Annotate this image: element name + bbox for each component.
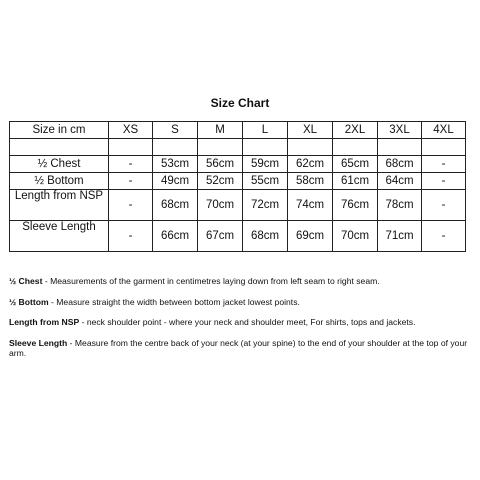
- table-cell: 49cm: [153, 173, 198, 190]
- table-blank-row: [10, 139, 466, 156]
- table-cell: 56cm: [198, 156, 243, 173]
- note-text: - Measurements of the garment in centimetres laying down from left seam to right seam.: [42, 276, 380, 286]
- table-row: [10, 156, 466, 173]
- note-chest: [9, 276, 471, 287]
- header-cell: 3XL: [378, 122, 422, 139]
- note-text: - Measure from the centre back of your neck (at your spine) to the end of your shoulder at the top of your arm.: [9, 337, 468, 358]
- table-cell: 62cm: [288, 156, 333, 173]
- table-cell: 68cm: [153, 190, 198, 221]
- table-cell: 65cm: [333, 156, 378, 173]
- table-header-row: [10, 122, 466, 139]
- table-cell: 74cm: [288, 190, 333, 221]
- header-cell: S: [153, 122, 198, 139]
- blank-cell: [109, 139, 153, 156]
- note-term: ½ Bottom: [9, 296, 49, 307]
- table-cell: 71cm: [378, 221, 422, 252]
- blank-cell: [10, 139, 109, 156]
- row-label: Sleeve Length: [10, 221, 109, 252]
- table-cell: -: [109, 156, 153, 173]
- note-length: [9, 317, 471, 328]
- header-cell: L: [243, 122, 288, 139]
- note-sleeve: [9, 338, 471, 359]
- table-row: [10, 173, 466, 190]
- table-cell: -: [422, 173, 466, 190]
- table-cell: 66cm: [153, 221, 198, 252]
- table-cell: 53cm: [153, 156, 198, 173]
- header-cell: XL: [288, 122, 333, 139]
- row-label: Length from NSP: [10, 190, 109, 221]
- row-label: ½ Bottom: [10, 173, 109, 190]
- note-term: Length from NSP: [9, 317, 80, 327]
- table-cell: 70cm: [198, 190, 243, 221]
- table-row: [10, 190, 466, 221]
- table-cell: 59cm: [243, 156, 288, 173]
- blank-cell: [243, 139, 288, 156]
- table-cell: 67cm: [198, 221, 243, 252]
- page-title: Size Chart: [210, 96, 270, 110]
- measurement-notes: [9, 276, 471, 369]
- table-row: [10, 221, 466, 252]
- table-cell: 72cm: [243, 190, 288, 221]
- blank-cell: [288, 139, 333, 156]
- row-label: ½ Chest: [10, 156, 109, 173]
- table-cell: 70cm: [333, 221, 378, 252]
- blank-cell: [153, 139, 198, 156]
- table-cell: 55cm: [243, 173, 288, 190]
- note-text: - Measure straight the width between bottom jacket lowest points.: [48, 296, 300, 307]
- blank-cell: [378, 139, 422, 156]
- table-cell: -: [109, 173, 153, 190]
- table-cell: -: [422, 190, 466, 221]
- table-cell: 68cm: [378, 156, 422, 173]
- size-chart-table: [9, 121, 466, 252]
- table-cell: 76cm: [333, 190, 378, 221]
- note-text: - neck shoulder point - where your neck and shoulder meet, For shirts, tops and jackets.: [79, 317, 416, 327]
- table-cell: 64cm: [378, 173, 422, 190]
- header-cell: M: [198, 122, 243, 139]
- table-cell: 69cm: [288, 221, 333, 252]
- table-cell: -: [422, 156, 466, 173]
- header-cell: Size in cm: [10, 122, 109, 139]
- note-bottom: [9, 297, 471, 308]
- table-cell: 78cm: [378, 190, 422, 221]
- table-cell: -: [109, 221, 153, 252]
- note-term: ½ Chest: [9, 276, 43, 286]
- table-cell: 58cm: [288, 173, 333, 190]
- table-cell: -: [422, 221, 466, 252]
- header-cell: 2XL: [333, 122, 378, 139]
- table-cell: 52cm: [198, 173, 243, 190]
- blank-cell: [422, 139, 466, 156]
- note-term: Sleeve Length: [9, 337, 68, 348]
- blank-cell: [198, 139, 243, 156]
- table-cell: 68cm: [243, 221, 288, 252]
- table-cell: 61cm: [333, 173, 378, 190]
- header-cell: XS: [109, 122, 153, 139]
- table-cell: -: [109, 190, 153, 221]
- header-cell: 4XL: [422, 122, 466, 139]
- blank-cell: [333, 139, 378, 156]
